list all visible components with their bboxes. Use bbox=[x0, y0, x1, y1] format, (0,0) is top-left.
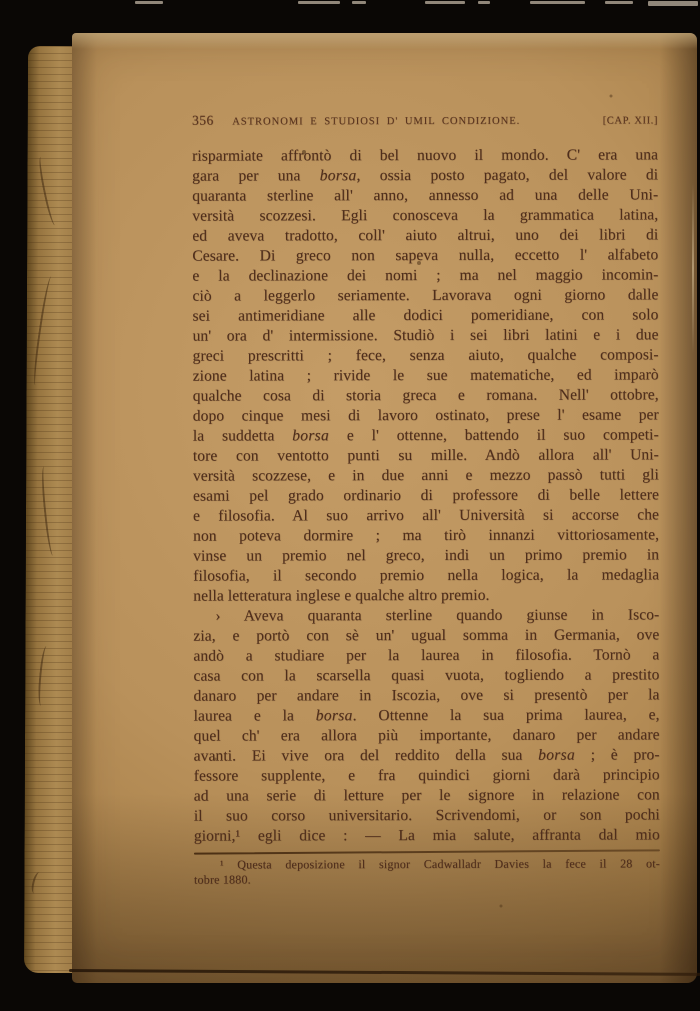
page-edge-highlight bbox=[692, 183, 694, 353]
text-line: danaro per andare in Iscozia, ove si presentò per la bbox=[193, 686, 660, 705]
text-line: la suddetta borsa e l' ottenne, battendo il suo competi- bbox=[192, 426, 659, 445]
fore-edge-ink-mark bbox=[40, 466, 58, 556]
book-page bbox=[72, 33, 697, 983]
page-header bbox=[192, 111, 658, 127]
text-line: greci prescritti ; fece, senza aiuto, qualche composi- bbox=[192, 346, 659, 365]
paper-speckles bbox=[72, 33, 74, 35]
footnote bbox=[194, 856, 660, 887]
text-line: il suo corso universitario. Scrivendomi, or son pochi bbox=[193, 806, 660, 825]
text-line: versità scozzesi. Egli conosceva la grammatica latina, bbox=[192, 206, 659, 225]
text-line: zione latina ; rivide le sue matematiche, ed imparò bbox=[192, 366, 659, 385]
fore-edge-ink-mark bbox=[36, 156, 59, 226]
text-line: Cesare. Di greco non sapeva nulla, eccetto l' alfabeto bbox=[192, 246, 659, 265]
text-line: casa con la scarsella quasi vuota, togliendo a prestito bbox=[193, 666, 660, 685]
text-line: dopo cinque mesi di lavoro ostinato, prese l' esame per bbox=[192, 406, 659, 425]
text-line: e filosofia. Al suo arrivo all' Università si accorse che bbox=[193, 506, 660, 525]
text-line: giorni,¹ egli dice : — La mia salute, affranta dal mio bbox=[193, 826, 660, 845]
text-line: non poteva dormire ; ma tirò innanzi vittoriosamente, bbox=[193, 526, 660, 545]
text-line: qualche cosa di storia greca e romana. Nell' ottobre, bbox=[192, 386, 659, 405]
text-line: zia, e portò con sè un' ugual somma in Germania, ove bbox=[193, 626, 660, 645]
text-line: e la declinazione dei nomi ; ma nel maggio incomin- bbox=[192, 266, 659, 285]
text-line: nella letteratura inglese e qualche altro premio. bbox=[193, 586, 490, 605]
text-line: filosofia, il secondo premio nella logica, la medaglia bbox=[193, 566, 660, 585]
text-line: quaranta sterline all' anno, annesso ad una delle Uni- bbox=[192, 186, 659, 205]
running-header: ASTRONOMI E STUDIOSI D' UMIL CONDIZIONE. bbox=[232, 115, 521, 128]
text-line: ed aveva tradotto, coll' aiuto altrui, uno dei libri di bbox=[192, 226, 659, 245]
text-line: avanti. Ei vive ora del reddito della sua borsa ; è pro- bbox=[193, 746, 660, 765]
text-line: risparmiate affrontò di bel nuovo il mondo. C' era una bbox=[192, 146, 659, 165]
text-line: esami pel grado ordinario di professore di belle lettere bbox=[192, 486, 660, 505]
text-line: ad una serie di letture per le signore in relazione con bbox=[193, 786, 660, 805]
text-line: un' ora d' intermissione. Studiò i sei libri latini e i due bbox=[192, 326, 659, 345]
footnote-rule bbox=[194, 849, 660, 854]
text-line: tobre 1880. bbox=[193, 872, 251, 887]
chapter-reference: [CAP. XII.] bbox=[602, 115, 659, 127]
text-line: fessore supplente, e fra quindici giorni darà principio bbox=[193, 766, 660, 785]
fore-edge-ink-mark bbox=[31, 276, 56, 386]
body-text bbox=[192, 145, 660, 846]
fore-edge-ink-mark bbox=[37, 646, 51, 707]
text-line: laurea e la borsa. Ottenne la sua prima laurea, e, bbox=[193, 706, 660, 725]
printed-text bbox=[192, 111, 660, 887]
text-line: versità scozzese, e in due anni e mezzo passò tutti gli bbox=[192, 466, 659, 485]
book bbox=[24, 30, 697, 983]
text-line: › Aveva quaranta sterline quando giunse in Isco- bbox=[215, 606, 660, 625]
text-line: ¹ Questa deposizione il signor Cadwalladr Davies la fece il 28 ot- bbox=[219, 856, 660, 872]
text-line: gara per una borsa, ossia posto pagato, del valore di bbox=[192, 166, 659, 185]
text-line: ciò a leggerlo seriamente. Lavorava ogni giorno dalle bbox=[192, 286, 659, 305]
text-line: andò a studiare per la laurea in filosofia. Tornò a bbox=[193, 646, 660, 665]
text-line: quel ch' era allora più importante, danaro per andare bbox=[193, 726, 660, 745]
fore-edge-ink-mark bbox=[30, 871, 44, 895]
text-line: vinse un premio nel greco, indi un primo premio in bbox=[193, 546, 660, 565]
text-line: sei antimeridiane alle dodici pomeridiane, con solo bbox=[192, 306, 659, 325]
page-number: 356 bbox=[191, 112, 214, 128]
text-line: tore con ventotto punti su mille. Andò allora all' Uni- bbox=[192, 446, 659, 465]
